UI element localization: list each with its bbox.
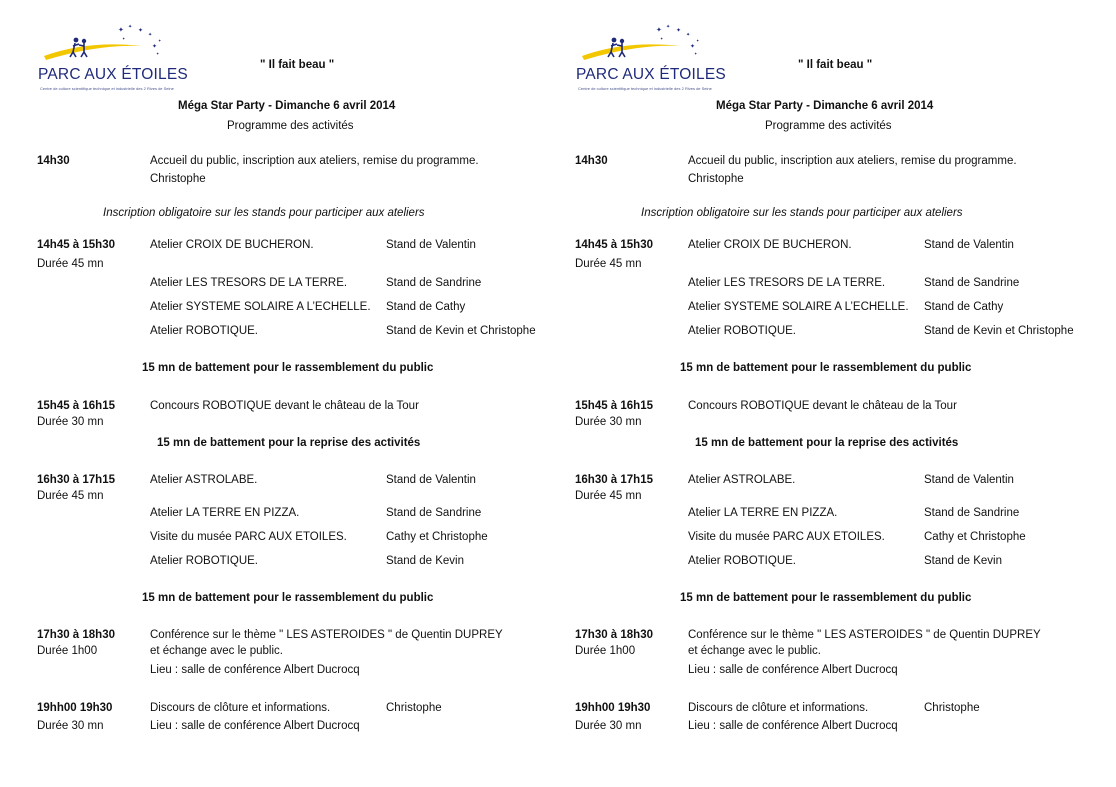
parc-aux-etoiles-logo (576, 22, 726, 91)
stand: Stand de Valentin (386, 239, 476, 251)
activity: Atelier LES TRESORS DE LA TERRE. (688, 277, 886, 289)
duration: Durée 30 mn (575, 720, 642, 732)
conference-location: Lieu : salle de conférence Albert Ducrocq (688, 664, 898, 676)
robotics-contest: Concours ROBOTIQUE devant le château de la Tour (150, 400, 419, 412)
svg-text:✦: ✦ (138, 28, 144, 34)
time-14h45: 14h45 à 15h30 (37, 239, 116, 251)
svg-text:✦: ✦ (122, 36, 126, 41)
stand: Cathy et Christophe (924, 531, 1026, 543)
svg-text:✦: ✦ (660, 36, 664, 41)
break-note: 15 mn de battement pour le rassemblement du public (142, 592, 434, 604)
svg-text:✦: ✦ (690, 44, 696, 50)
duration: Durée 1h00 (37, 645, 98, 657)
closing-person: Christophe (924, 702, 980, 714)
break-note: 15 mn de battement pour le rassemblement du public (680, 362, 972, 374)
stand: Stand de Valentin (924, 239, 1014, 251)
break-note: 15 mn de battement pour la reprise des activités (157, 437, 421, 449)
stand: Stand de Cathy (386, 301, 466, 313)
svg-text:✦: ✦ (676, 28, 682, 34)
closing-location: Lieu : salle de conférence Albert Ducrocq (150, 720, 360, 732)
activity: Atelier ASTROLABE. (688, 474, 796, 486)
welcome-text: Accueil du public, inscription aux ateliers, remise du programme. (150, 155, 479, 167)
activity: Atelier LES TRESORS DE LA TERRE. (150, 277, 348, 289)
stand: Stand de Kevin (386, 555, 465, 567)
welcome-person: Christophe (688, 173, 744, 185)
duration: Durée 30 mn (37, 720, 104, 732)
activity: Atelier ROBOTIQUE. (150, 325, 258, 337)
program-page-left (30, 0, 575, 787)
svg-text:✦: ✦ (686, 32, 691, 38)
stand: Stand de Sandrine (386, 277, 482, 289)
duration: Durée 45 mn (575, 258, 642, 270)
logo-subtitle: Centre de culture scientifique technique et industrielle des 2 Rives de Seine (40, 86, 174, 91)
time-19h00: 19hh00 19h30 (37, 702, 113, 714)
closing-location: Lieu : salle de conférence Albert Ducrocq (688, 720, 898, 732)
duration: Durée 30 mn (37, 416, 104, 428)
svg-text:✦: ✦ (158, 38, 162, 43)
registration-notice: Inscription obligatoire sur les stands pour participer aux ateliers (103, 207, 425, 219)
stand: Stand de Valentin (386, 474, 476, 486)
activity: Atelier CROIX DE BUCHERON. (150, 239, 314, 251)
svg-text:✦: ✦ (696, 38, 700, 43)
activity: Atelier ASTROLABE. (150, 474, 258, 486)
duration: Durée 45 mn (37, 490, 104, 502)
program-subtitle: Programme des activités (765, 120, 892, 132)
stand: Stand de Valentin (924, 474, 1014, 486)
weather-note: " Il fait beau " (798, 59, 873, 71)
weather-note: " Il fait beau " (260, 59, 335, 71)
svg-text:✦: ✦ (128, 24, 133, 30)
closing-text: Discours de clôture et informations. (150, 702, 331, 714)
break-note: 15 mn de battement pour le rassemblement du public (142, 362, 434, 374)
event-title: Méga Star Party - Dimanche 6 avril 2014 (178, 100, 396, 112)
duration: Durée 45 mn (575, 490, 642, 502)
time-19h00: 19hh00 19h30 (575, 702, 651, 714)
time-14h30: 14h30 (575, 155, 608, 167)
activity: Atelier SYSTEME SOLAIRE A L’ECHELLE. (150, 301, 371, 313)
activity: Atelier ROBOTIQUE. (150, 555, 258, 567)
event-title: Méga Star Party - Dimanche 6 avril 2014 (716, 100, 934, 112)
stand: Stand de Sandrine (386, 507, 482, 519)
conference-text: et échange avec le public. (688, 645, 821, 657)
break-note: 15 mn de battement pour la reprise des activités (695, 437, 959, 449)
activity: Visite du musée PARC AUX ETOILES. (150, 531, 347, 543)
svg-text:✦: ✦ (156, 51, 160, 56)
activity: Atelier LA TERRE EN PIZZA. (150, 507, 300, 519)
activity: Atelier ROBOTIQUE. (688, 555, 796, 567)
stand: Cathy et Christophe (386, 531, 488, 543)
stand: Stand de Kevin et Christophe (924, 325, 1074, 337)
svg-text:✦: ✦ (666, 24, 671, 30)
time-16h30: 16h30 à 17h15 (37, 474, 116, 486)
conference-text: Conférence sur le thème " LES ASTEROIDES " de Quentin DUPREY (688, 629, 1041, 641)
time-15h45: 15h45 à 16h15 (37, 400, 116, 412)
welcome-text: Accueil du public, inscription aux ateliers, remise du programme. (688, 155, 1017, 167)
robotics-contest: Concours ROBOTIQUE devant le château de la Tour (688, 400, 957, 412)
break-note: 15 mn de battement pour le rassemblement du public (680, 592, 972, 604)
conference-text: et échange avec le public. (150, 645, 283, 657)
logo-subtitle: Centre de culture scientifique technique et industrielle des 2 Rives de Seine (578, 86, 712, 91)
activity: Atelier SYSTEME SOLAIRE A L’ECHELLE. (688, 301, 909, 313)
svg-text:✦: ✦ (118, 27, 124, 34)
activity: Visite du musée PARC AUX ETOILES. (688, 531, 885, 543)
stand: Stand de Kevin et Christophe (386, 325, 536, 337)
time-16h30: 16h30 à 17h15 (575, 474, 654, 486)
logo-name: PARC AUX ÉTOILES (38, 66, 188, 83)
logo-swoosh-moon-icon (38, 22, 178, 68)
activity: Atelier LA TERRE EN PIZZA. (688, 507, 838, 519)
duration: Durée 30 mn (575, 416, 642, 428)
time-17h30: 17h30 à 18h30 (37, 629, 116, 641)
time-15h45: 15h45 à 16h15 (575, 400, 654, 412)
conference-location: Lieu : salle de conférence Albert Ducrocq (150, 664, 360, 676)
duration: Durée 1h00 (575, 645, 636, 657)
svg-text:✦: ✦ (152, 44, 158, 50)
welcome-person: Christophe (150, 173, 206, 185)
conference-text: Conférence sur le thème " LES ASTEROIDES " de Quentin DUPREY (150, 629, 503, 641)
svg-text:✦: ✦ (694, 51, 698, 56)
time-14h45: 14h45 à 15h30 (575, 239, 654, 251)
time-17h30: 17h30 à 18h30 (575, 629, 654, 641)
stand: Stand de Kevin (924, 555, 1003, 567)
closing-person: Christophe (386, 702, 442, 714)
parc-aux-etoiles-logo (38, 22, 188, 91)
stand: Stand de Cathy (924, 301, 1004, 313)
program-page-right (568, 0, 1113, 787)
svg-text:✦: ✦ (656, 27, 662, 34)
activity: Atelier CROIX DE BUCHERON. (688, 239, 852, 251)
time-14h30: 14h30 (37, 155, 70, 167)
program-subtitle: Programme des activités (227, 120, 354, 132)
registration-notice: Inscription obligatoire sur les stands pour participer aux ateliers (641, 207, 963, 219)
duration: Durée 45 mn (37, 258, 104, 270)
activity: Atelier ROBOTIQUE. (688, 325, 796, 337)
stand: Stand de Sandrine (924, 507, 1020, 519)
stand: Stand de Sandrine (924, 277, 1020, 289)
logo-swoosh-moon-icon (576, 22, 716, 68)
svg-text:✦: ✦ (148, 32, 153, 38)
closing-text: Discours de clôture et informations. (688, 702, 869, 714)
logo-name: PARC AUX ÉTOILES (576, 66, 726, 83)
